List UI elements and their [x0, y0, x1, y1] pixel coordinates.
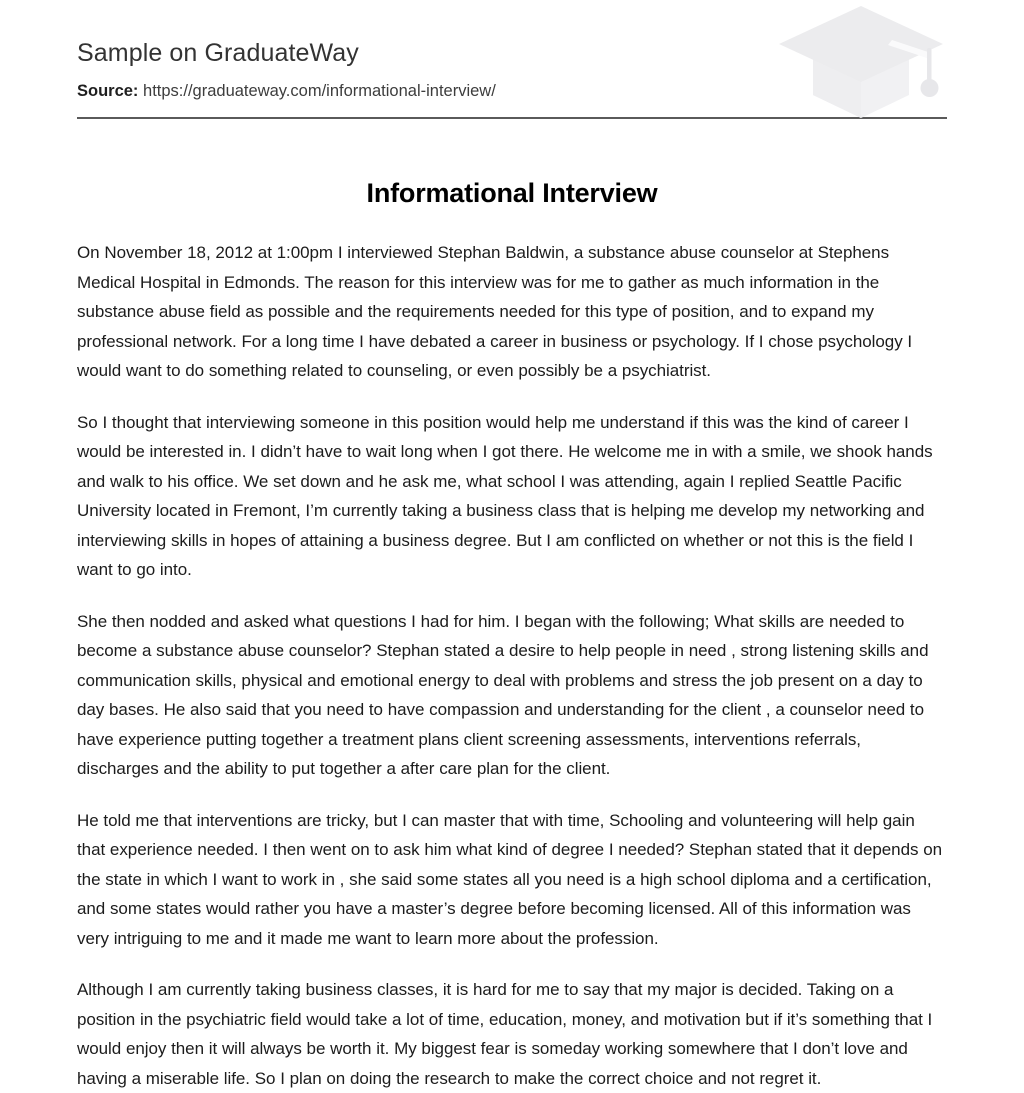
- paragraph: She then nodded and asked what questions I had for him. I began with the following; What skills are needed to become a substance abuse counselor? Stephan stated a desire to help people in need , strong listening skills and communication skills, physical and emotional energy to deal with problems and stress the job present on a day to day bases. He also said that you need to have compassion and understanding for the client , a counselor need to have experience putting together a treatment plans client screening assessments, interventions referrals, discharges and the ability to put together a after care plan for the client.: [77, 611, 929, 778]
- paragraph: So I thought that interviewing someone in this position would help me understand if this was the kind of career I would be interested in. I didn’t have to wait long when I got there. He welcome me in with a smile, we shook hands and walk to his office. We set down and he ask me, what school I was attending, again I replied Seattle Pacific University located in Fremont, I’m currently taking a business class that is helping me develop my networking and interviewing skills in hopes of attaining a business degree. But I am conflicted on whether or not this is the field I want to go into.: [77, 412, 933, 579]
- source-line: [77, 80, 947, 102]
- page-header: [77, 0, 947, 117]
- paragraph: Although I am currently taking business classes, it is hard for me to say that my major is decided. Taking on a position in the psychiatric field would take a lot of time, education, money, and motivation but if it’s something that I would enjoy then it will always be worth it. My biggest fear is someday working somewhere that I don’t love and having a miserable life. So I plan on doing the research to make the correct choice and not regret it.: [77, 980, 933, 1088]
- paragraph: On November 18, 2012 at 1:00pm I interviewed Stephan Baldwin, a substance abuse counselor at Stephens Medical Hospital in Edmonds. The reason for this interview was for me to gather as much information in the substance abuse field as possible and the requirements needed for this type of position, and to expand my professional network. For a long time I have debated a career in business or psychology. If I chose psychology I would want to do something related to counseling, or even possibly be a psychiatrist.: [77, 243, 913, 380]
- paragraph: He told me that interventions are tricky, but I can master that with time, Schooling and volunteering will help gain that experience needed. I then went on to ask him what kind of degree I needed? Stephan stated that it depends on the state in which I want to work in , she said some states all you need is a high school diploma and a certification, and some states would rather you have a master’s degree before becoming licensed. All of this information was very intriguing to me and it made me want to learn more about the profession.: [77, 810, 943, 948]
- source-url: https://graduateway.com/informational-interview/: [143, 82, 496, 100]
- article-body: [77, 210, 947, 1093]
- brand-title: Sample on GraduateWay: [77, 39, 359, 67]
- page-title: Informational Interview: [366, 178, 658, 208]
- source-label: Source:: [77, 82, 139, 100]
